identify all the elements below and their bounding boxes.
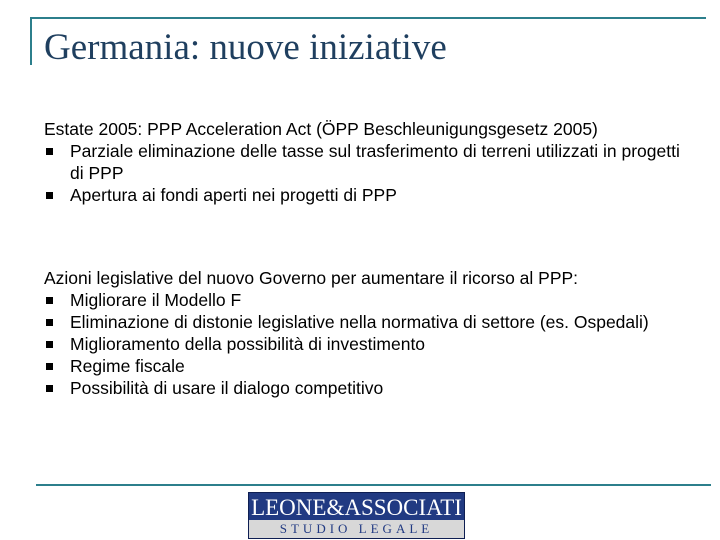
section-intro: Estate 2005: PPP Acceleration Act (ÖPP Beschleunigungsgesetz 2005): [44, 119, 598, 139]
list-item-text: Apertura ai fondi aperti nei progetti di PPP: [70, 185, 397, 205]
bullet-list: [44, 140, 694, 206]
list-item-text: Parziale eliminazione delle tasse sul trasferimento di terreni utilizzati in progetti di PPP: [70, 141, 680, 183]
square-bullet-icon: [46, 297, 53, 304]
section-intro: Azioni legislative del nuovo Governo per aumentare il ricorso al PPP:: [44, 268, 579, 288]
square-bullet-icon: [46, 363, 53, 370]
square-bullet-icon: [46, 148, 53, 155]
list-item-text: Eliminazione di distonie legislative nella normativa di settore (es. Ospedali): [70, 312, 649, 332]
firm-logo: [248, 492, 465, 539]
list-item: [44, 333, 694, 355]
title-rule-left: [30, 17, 32, 65]
list-item-text: Migliorare il Modello F: [70, 290, 242, 310]
list-item: [44, 140, 694, 184]
square-bullet-icon: [46, 319, 53, 326]
slide-title: Germania: nuove iniziative: [44, 27, 447, 68]
list-item: [44, 311, 694, 333]
list-item-text: Regime fiscale: [70, 356, 185, 376]
square-bullet-icon: [46, 341, 53, 348]
logo-firm-name: LEONE&ASSOCIATI: [251, 495, 462, 520]
section-legislative-actions: [44, 267, 694, 399]
list-item: [44, 184, 694, 206]
square-bullet-icon: [46, 192, 53, 199]
bullet-list: [44, 289, 694, 399]
footer-rule: [36, 484, 711, 486]
list-item: [44, 377, 694, 399]
logo-tagline: STUDIO LEGALE: [249, 520, 464, 538]
list-item: [44, 289, 694, 311]
section-oepp-act: [44, 118, 694, 206]
title-rule-top: [30, 17, 706, 19]
list-item-text: Possibilità di usare il dialogo competitivo: [70, 378, 384, 398]
list-item-text: Miglioramento della possibilità di investimento: [70, 334, 426, 354]
list-item: [44, 355, 694, 377]
square-bullet-icon: [46, 385, 53, 392]
